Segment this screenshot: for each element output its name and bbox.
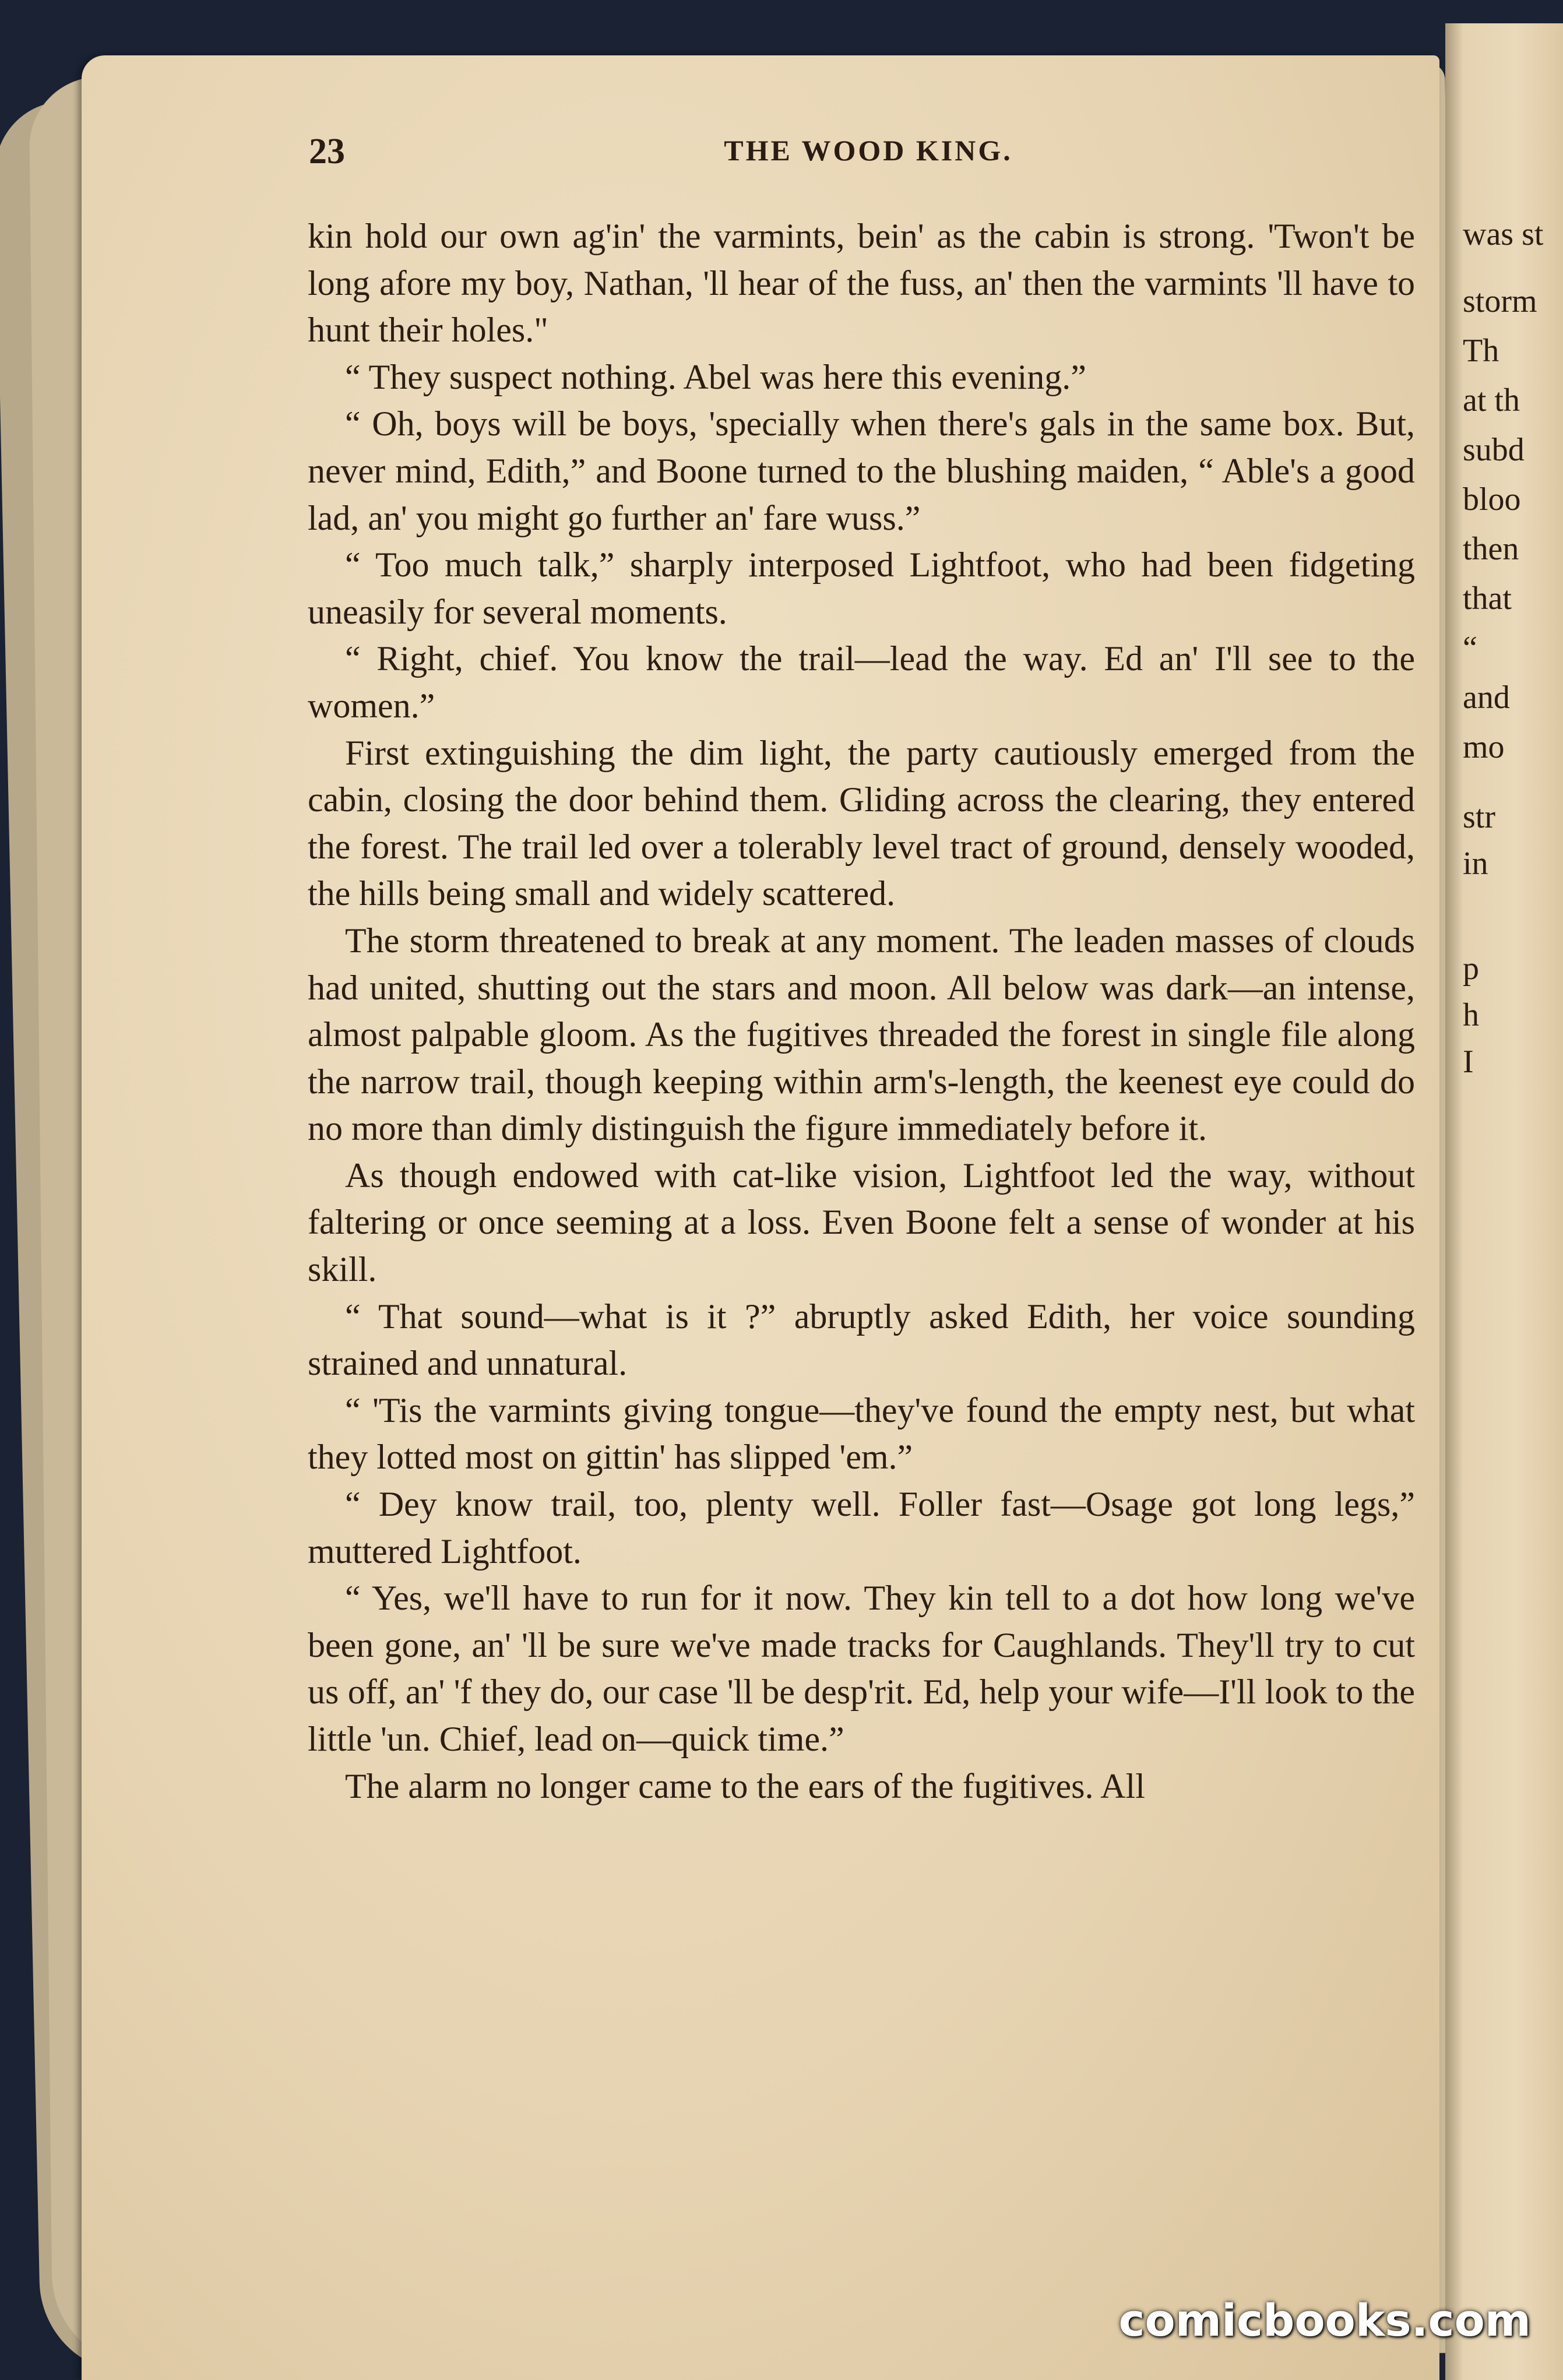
adjacent-page-fragment: str xyxy=(1463,799,1495,835)
paragraph: “ Yes, we'll have to run for it now. They kin tell to a dot how long we've been gone, an' 'll be sure we've made tracks for Caughlands. They'll try to cut us off, an' 'f they do, our case 'll be desp'rit. Ed, help your wife—I'll look to the little 'un. Chief, lead on—quick time.” xyxy=(308,1579,1415,1758)
adjacent-page-fragment: bloo xyxy=(1463,481,1521,517)
paragraph: “ That sound—what is it ?” abruptly asked Edith, her voice sounding strained and unnatural. xyxy=(308,1297,1415,1383)
paragraph: “ Oh, boys will be boys, 'specially when there's gals in the same box. But, never mind, Edith,” and Boone turned to the blushing maiden, “ Able's a good lad, an' you might go further an' fare wuss.” xyxy=(308,404,1415,537)
paragraph: “ Dey know trail, too, plenty well. Foller fast—Osage got long legs,” muttered Lightfoot. xyxy=(308,1485,1415,1571)
adjacent-page-fragment: and xyxy=(1463,680,1510,716)
paragraph: “ Right, chief. You know the trail—lead the way. Ed an' I'll see to the women.” xyxy=(308,639,1415,725)
watermark: comicbooks.com xyxy=(1118,2294,1531,2346)
adjacent-page-fragment: mo xyxy=(1463,729,1505,765)
paragraph: “ They suspect nothing. Abel was here this evening.” xyxy=(345,357,1086,396)
adjacent-page-fragment: storm xyxy=(1463,283,1537,319)
adjacent-page-fragment: “ xyxy=(1463,630,1477,666)
adjacent-page-fragment: that xyxy=(1463,580,1512,617)
paragraph: The storm threatened to break at any moment. The leaden masses of clouds had united, shutting out the stars and moon. All below was dark—an intense, almost palpable gloom. As the fugitives threaded the forest in single file along the narrow trail, though keeping within arm's-length, the keenest eye could do no more than dimly distinguish the figure immediately before it. xyxy=(308,921,1415,1148)
adjacent-page xyxy=(1445,23,1563,2380)
adjacent-page-fragment: subd xyxy=(1463,432,1525,468)
paragraph: “ Too much talk,” sharply interposed Lightfoot, who had been fidgeting uneasily for several moments. xyxy=(308,545,1415,631)
adjacent-page-fragment: Th xyxy=(1463,333,1499,369)
body-text xyxy=(308,213,1415,1809)
paragraph: As though endowed with cat-like vision, Lightfoot led the way, without faltering or once seeming at a loss. Even Boone felt a sense of wonder at his skill. xyxy=(308,1156,1415,1289)
paragraph: The alarm no longer came to the ears of the fugitives. All xyxy=(345,1766,1145,1805)
running-title: THE WOOD KING. xyxy=(724,134,1013,167)
adjacent-page-fragment: then xyxy=(1463,531,1519,567)
paragraph: kin hold our own ag'in' the varmints, bein' as the cabin is strong. 'Twon't be long afore my boy, Nathan, 'll hear of the fuss, an' then the varmints 'll have to hunt their holes." xyxy=(308,217,1415,350)
page-number: 23 xyxy=(309,132,345,171)
adjacent-page-fragment: was st xyxy=(1463,216,1544,252)
paragraph: “ 'Tis the varmints giving tongue—they've found the empty nest, but what they lotted most on gittin' has slipped 'em.” xyxy=(308,1390,1415,1477)
page-header xyxy=(309,131,1445,178)
adjacent-page-fragment: at th xyxy=(1463,382,1520,418)
adjacent-page-fragment: h xyxy=(1463,997,1479,1033)
paragraph: First extinguishing the dim light, the party cautiously emerged from the cabin, closing the door behind them. Gliding across the clearing, they entered the forest. The trail led over a tolerably level tract of ground, densely wooded, the hills being small and widely scattered. xyxy=(308,733,1415,913)
adjacent-page-fragment: I xyxy=(1463,1044,1474,1080)
adjacent-page-fragment: in xyxy=(1463,846,1488,882)
adjacent-page-fragment: p xyxy=(1463,950,1479,987)
